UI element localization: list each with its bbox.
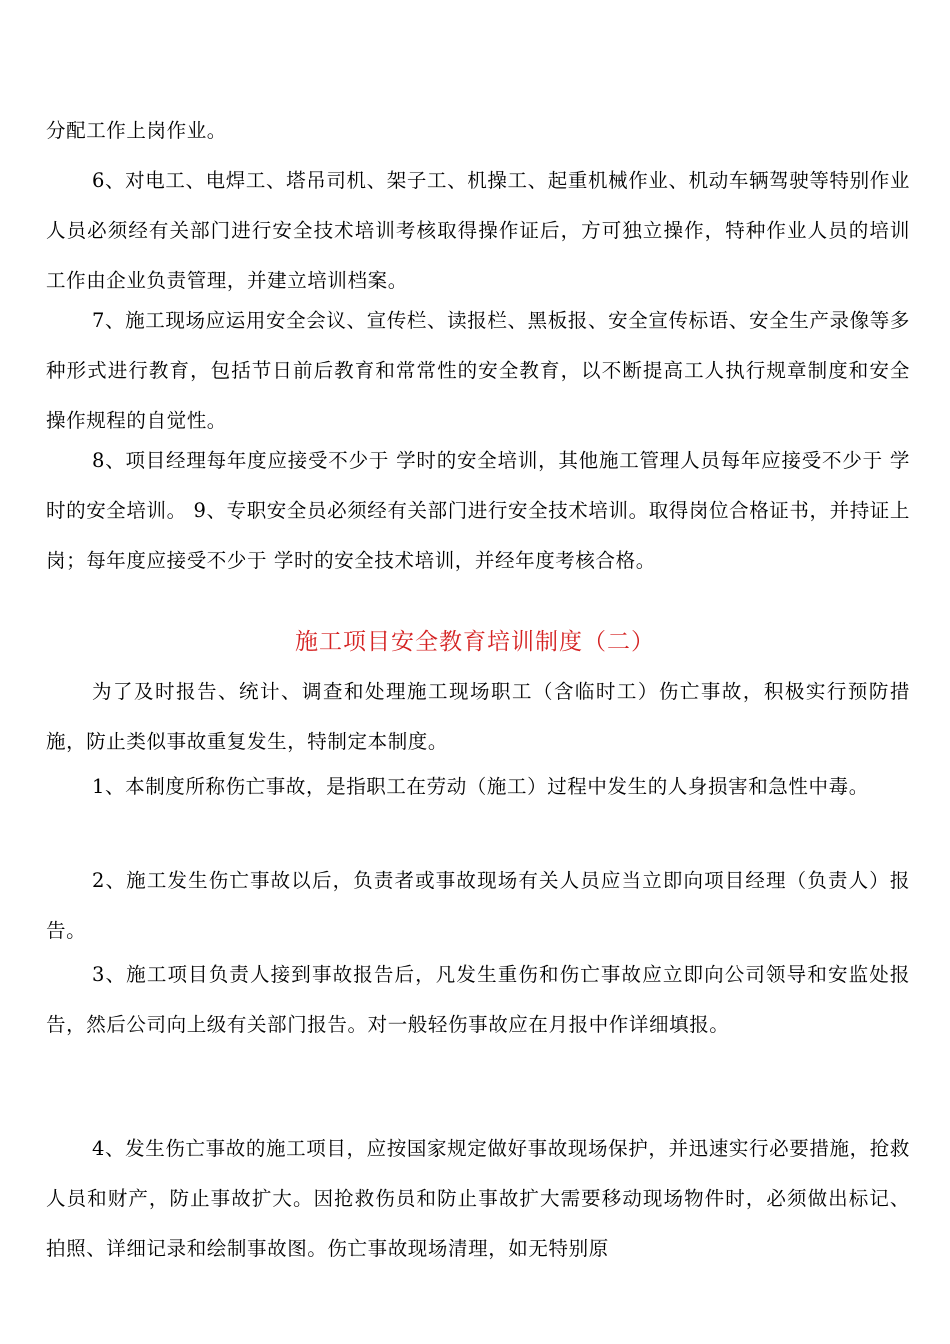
paragraph-item-4: 4、发生伤亡事故的施工项目，应按国家规定做好事故现场保护，并迅速实行必要措施，抢救人员和财产，防止事故扩大。因抢救伤员和防止事故扩大需要移动现场物件时，必须做出标记、拍照、详细记录和绘制事故图。伤亡事故现场清理，如无特别原	[46, 1137, 910, 1260]
paragraph-item-2: 2、施工发生伤亡事故以后，负责者或事故现场有关人员应当立即向项目经理（负责人）报告。	[46, 869, 910, 942]
paragraph-item-6: 6、对电工、电焊工、塔吊司机、架子工、机操工、起重机械作业、机动车辆驾驶等特别作业人员必须经有关部门进行安全技术培训考核取得操作证后，方可独立操作，特种作业人员的培训工作由企业负责管理，并建立培训档案。	[46, 169, 910, 292]
paragraph-continuation: 分配工作上岗作业。	[46, 119, 227, 142]
paragraph-item-7: 7、施工现场应运用安全会议、宣传栏、读报栏、黑板报、安全宣传标语、安全生产录像等多种形式进行教育，包括节日前后教育和常常性的安全教育，以不断提高工人执行规章制度和安全操作规程的自觉性。	[46, 309, 910, 432]
paragraph-item-1: 1、本制度所称伤亡事故，是指职工在劳动（施工）过程中发生的人身损害和急性中毒。	[92, 775, 869, 798]
paragraph-item-8-9: 8、项目经理每年度应接受不少于 学时的安全培训，其他施工管理人员每年应接受不少于 学时的安全培训。 9、专职安全员必须经有关部门进行安全技术培训。取得岗位合格证书，并持证上岗；每年度应接受不少于 学时的安全技术培训，并经年度考核合格。	[46, 449, 911, 572]
paragraph-intro: 为了及时报告、统计、调查和处理施工现场职工（含临时工）伤亡事故，积极实行预防措施，防止类似事故重复发生，特制定本制度。	[46, 680, 910, 753]
paragraph-item-3: 3、施工项目负责人接到事故报告后，凡发生重伤和伤亡事故应立即向公司领导和安监处报告，然后公司向上级有关部门报告。对一般轻伤事故应在月报中作详细填报。	[46, 963, 910, 1036]
section-title: 施工项目安全教育培训制度（二）	[295, 629, 655, 655]
